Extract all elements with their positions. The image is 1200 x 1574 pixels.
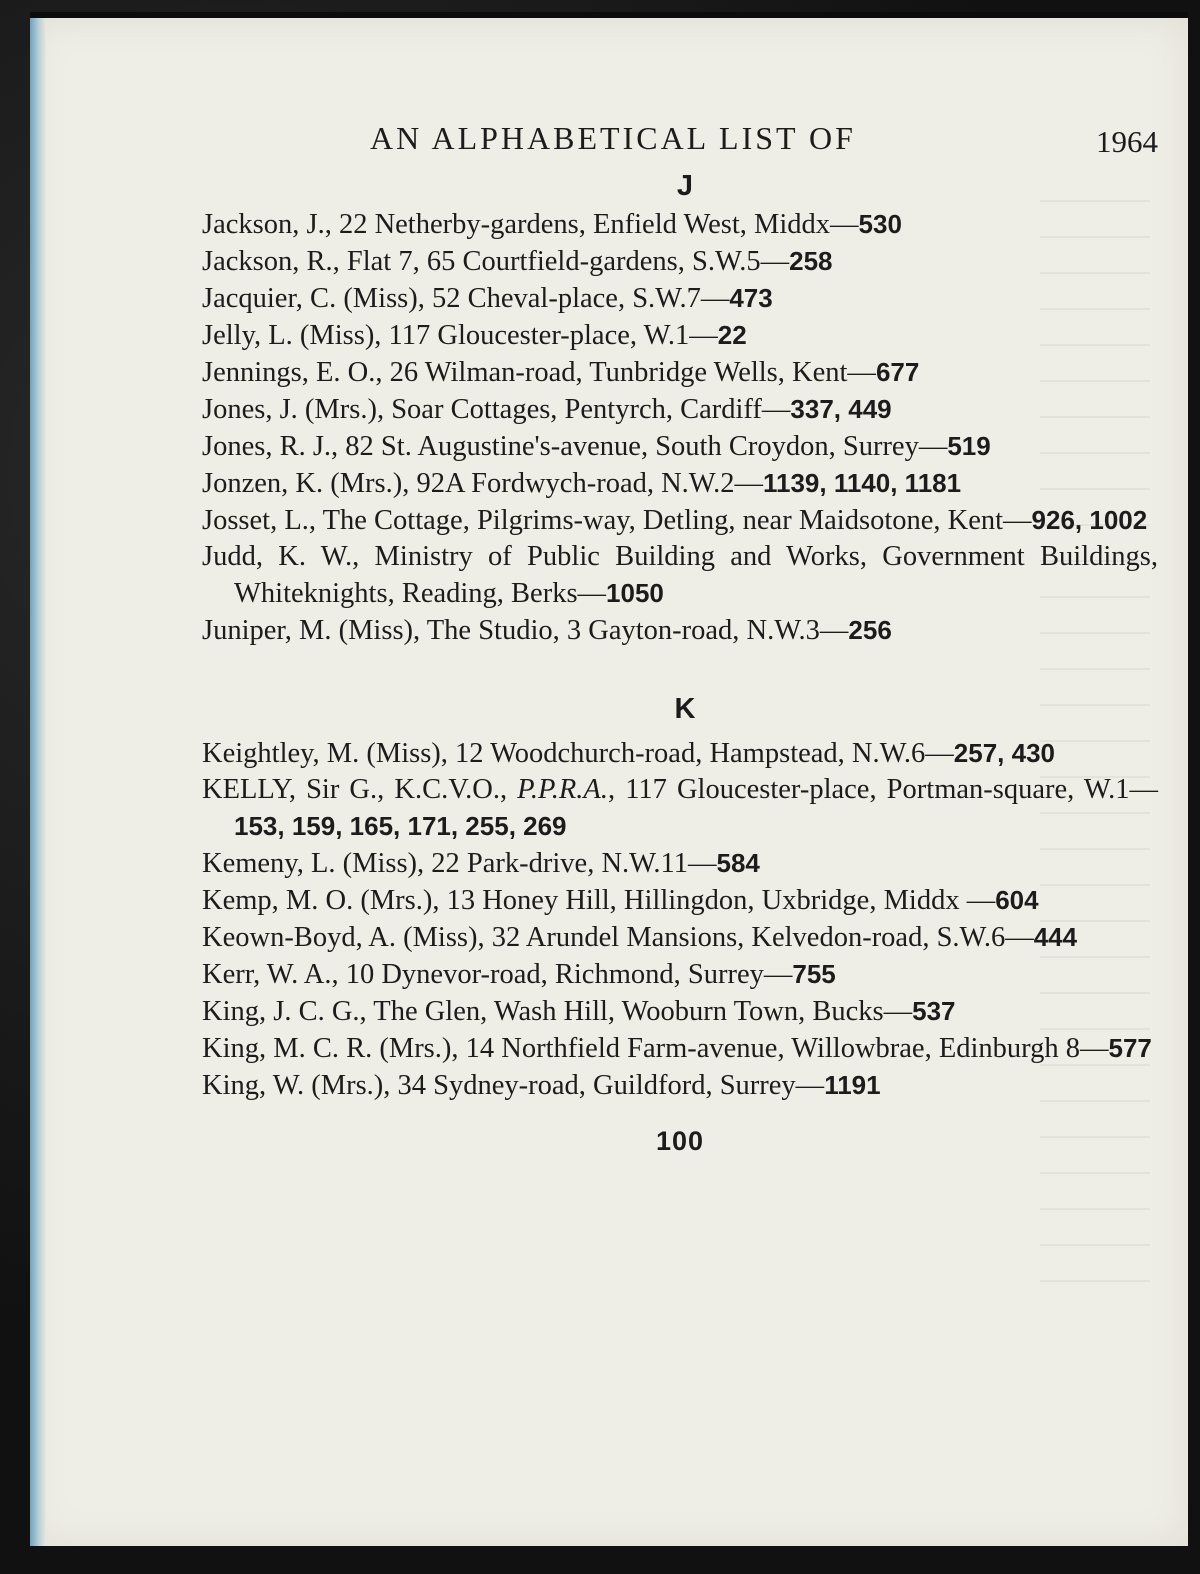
entry-numbers: 256 (848, 615, 892, 645)
list-entry: KELLY, Sir G., K.C.V.O., P.P.R.A., 117 Gloucester-place, Portman-square, W.1—153, 159, 165, 171, 255, 269 (202, 774, 1158, 841)
running-head-title: AN ALPHABETICAL LIST OF (370, 120, 856, 156)
running-head-year: 1964 (1096, 124, 1158, 159)
entry-numbers: 677 (875, 357, 920, 387)
entry-numbers: 537 (912, 996, 956, 1026)
list-entry: Kemp, M. O. (Mrs.), 13 Honey Hill, Hillingdon, Uxbridge, Middx —604 (202, 885, 1039, 916)
entry-numbers: 926, 1002 (1031, 505, 1148, 535)
list-entry: Josset, L., The Cottage, Pilgrims-way, Detling, near Maidsotone, Kent—926, 1002 (202, 505, 1148, 536)
page-content (202, 120, 1158, 1157)
entry-numbers: 1191 (824, 1070, 881, 1100)
list-entry: Jones, R. J., 82 St. Augustine's-avenue, South Croydon, Surrey—519 (202, 431, 991, 462)
list-entry: Jones, J. (Mrs.), Soar Cottages, Pentyrch, Cardiff—337, 449 (202, 394, 892, 425)
list-entry: King, M. C. R. (Mrs.), 14 Northfield Farm-avenue, Willowbrae, Edinburgh 8—577 (202, 1033, 1152, 1064)
list-entry: King, W. (Mrs.), 34 Sydney-road, Guildford, Surrey—1191 (202, 1070, 881, 1101)
page-number: 100 (655, 1126, 705, 1156)
list-entry: Keown-Boyd, A. (Miss), 32 Arundel Mansions, Kelvedon-road, S.W.6—444 (202, 922, 1078, 953)
list-entry: Judd, K. W., Ministry of Public Building and Works, Government Buildings, Whiteknights, Reading, Berks—1050 (202, 541, 1158, 609)
entry-numbers: 153, 159, 165, 171, 255, 269 (234, 811, 567, 841)
section-letter-k: K (674, 693, 696, 725)
list-entry: Jackson, R., Flat 7, 65 Courtfield-gardens, S.W.5—258 (202, 246, 833, 277)
entry-numbers: 22 (717, 320, 747, 350)
honours-italic: P.P.R.A. (517, 774, 608, 805)
list-entry: Jackson, J., 22 Netherby-gardens, Enfield West, Middx—530 (202, 209, 902, 240)
entry-numbers: 519 (947, 431, 991, 461)
section-letter-j: J (676, 170, 694, 202)
entry-numbers: 337, 449 (790, 394, 892, 424)
entry-numbers: 473 (729, 283, 773, 313)
list-entry: Jacquier, C. (Miss), 52 Cheval-place, S.W.7—473 (202, 283, 773, 314)
list-entry: Juniper, M. (Miss), The Studio, 3 Gayton-road, N.W.3—256 (202, 615, 892, 646)
entry-numbers: 257, 430 (953, 738, 1055, 768)
entry-numbers: 604 (995, 885, 1039, 915)
entry-numbers: 584 (716, 848, 760, 878)
entry-numbers: 444 (1033, 922, 1078, 952)
book-spine-edge (30, 18, 46, 1546)
list-entry: Jonzen, K. (Mrs.), 92A Fordwych-road, N.W.2—1139, 1140, 1181 (202, 468, 962, 499)
entry-numbers: 1050 (606, 578, 664, 608)
entry-numbers: 1139, 1140, 1181 (762, 468, 962, 498)
entry-numbers: 530 (858, 209, 902, 239)
list-entry: Jennings, E. O., 26 Wilman-road, Tunbridge Wells, Kent—677 (202, 357, 920, 388)
list-entry: Jelly, L. (Miss), 117 Gloucester-place, W.1—22 (202, 320, 747, 351)
list-entry: Keightley, M. (Miss), 12 Woodchurch-road, Hampstead, N.W.6—257, 430 (202, 738, 1055, 769)
entry-numbers: 258 (789, 246, 833, 276)
running-head (202, 120, 1158, 164)
list-entry: Kerr, W. A., 10 Dynevor-road, Richmond, Surrey—755 (202, 959, 836, 990)
list-entry: Kemeny, L. (Miss), 22 Park-drive, N.W.11—584 (202, 848, 760, 879)
entry-numbers: 755 (792, 959, 836, 989)
list-entry: King, J. C. G., The Glen, Wash Hill, Wooburn Town, Bucks—537 (202, 996, 956, 1027)
entry-numbers: 577 (1108, 1033, 1152, 1063)
